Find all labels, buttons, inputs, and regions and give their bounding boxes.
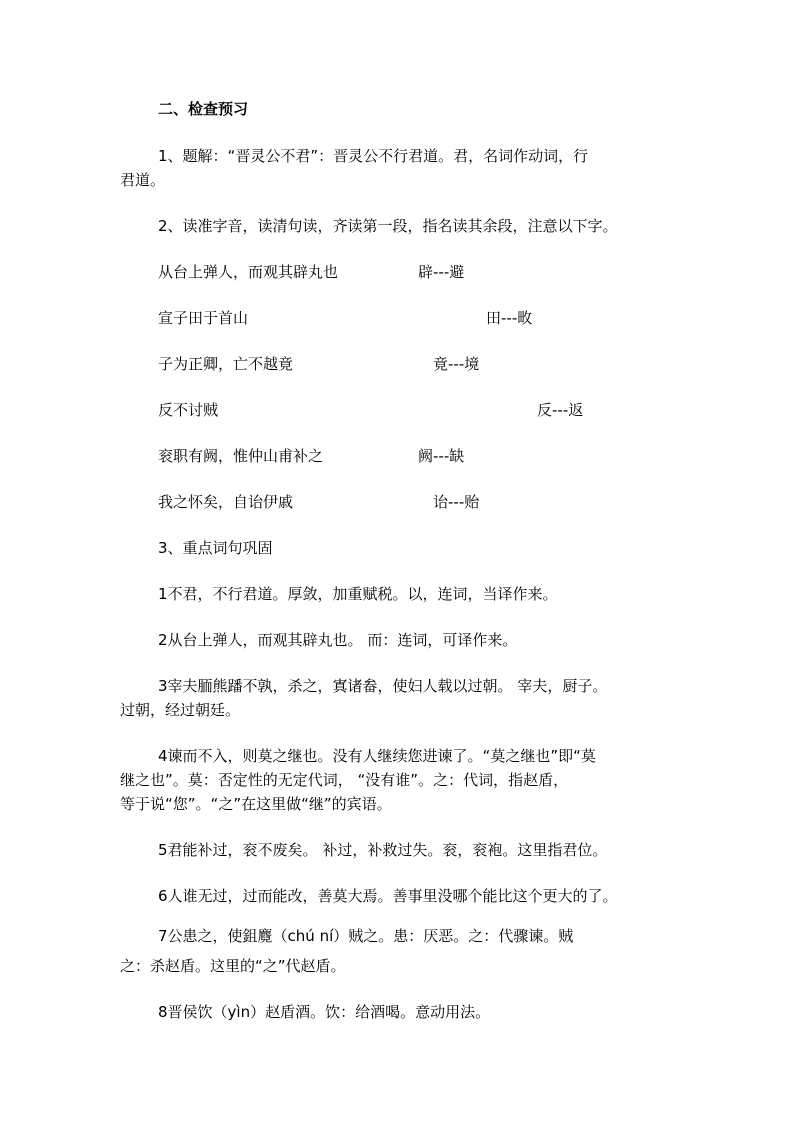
point-1: 1不君，不行君道。厚敛，加重赋税。以，连词，当译作来。 [158, 585, 558, 603]
point-3-line1: 3宰夫胹熊蹯不孰，杀之，寘诸畚，使妇人载以过朝。 宰夫，厨子。 [158, 677, 608, 695]
char-pair-note: 田---畋 [486, 309, 533, 327]
point-5: 5君能补过，衮不废矣。 补过，补救过失。衮，衮袍。这里指君位。 [158, 841, 608, 859]
point-4-line3: 等于说“您”。“之”在这里做“继”的宾语。 [120, 795, 392, 813]
char-pair-phrase: 衮职有阙，惟仲山甫补之 [158, 447, 324, 465]
point-6: 6人谁无过，过而能改，善莫大焉。善事里没哪个能比这个更大的了。 [158, 887, 618, 905]
char-pair-note: 辟---避 [418, 263, 465, 281]
char-pair-phrase: 子为正卿，亡不越竟 [158, 355, 294, 373]
char-pair-phrase: 我之怀矣，自诒伊戚 [158, 493, 294, 511]
point-8: 8晋侯饮（yìn）赵盾酒。饮：给酒喝。意动用法。 [158, 1003, 491, 1021]
point-4-line2: 继之也”。莫：否定性的无定代词， “没有谁”。之：代词，指赵盾， [120, 771, 569, 789]
point-7-line2: 之：杀赵盾。这里的“之”代赵盾。 [120, 957, 346, 975]
item1-line2: 君道。 [120, 171, 166, 189]
point-3-line2: 过朝，经过朝廷。 [120, 701, 241, 719]
char-pair-note: 阙---缺 [418, 447, 465, 465]
point-2: 2从台上弹人，而观其辟丸也。 而：连词，可译作来。 [158, 631, 518, 649]
point-7-line1: 7公患之，使鉏麑（chú ní）贼之。患：厌恶。之：代骤谏。贼 [158, 927, 574, 945]
char-pair-phrase: 反不讨贼 [158, 401, 219, 419]
char-pair-note: 反---返 [537, 401, 584, 419]
point-4-line1: 4谏而不入，则莫之继也。没有人继续您进谏了。“莫之继也”即“莫 [158, 747, 596, 765]
char-pair-phrase: 宣子田于首山 [158, 309, 249, 327]
item2-text: 2、读准字音，读清句读，齐读第一段，指名读其余段，注意以下字。 [158, 217, 618, 235]
char-pair-note: 诒---贻 [433, 493, 480, 511]
item1-line1: 1、题解：“晋灵公不君”：晋灵公不行君道。君，名词作动词，行 [158, 147, 589, 165]
item3-text: 3、重点词句巩固 [158, 539, 273, 557]
char-pair-phrase: 从台上弹人，而观其辟丸也 [158, 263, 339, 281]
char-pair-note: 竟---境 [433, 355, 480, 373]
section-title: 二、检查预习 [158, 100, 249, 118]
